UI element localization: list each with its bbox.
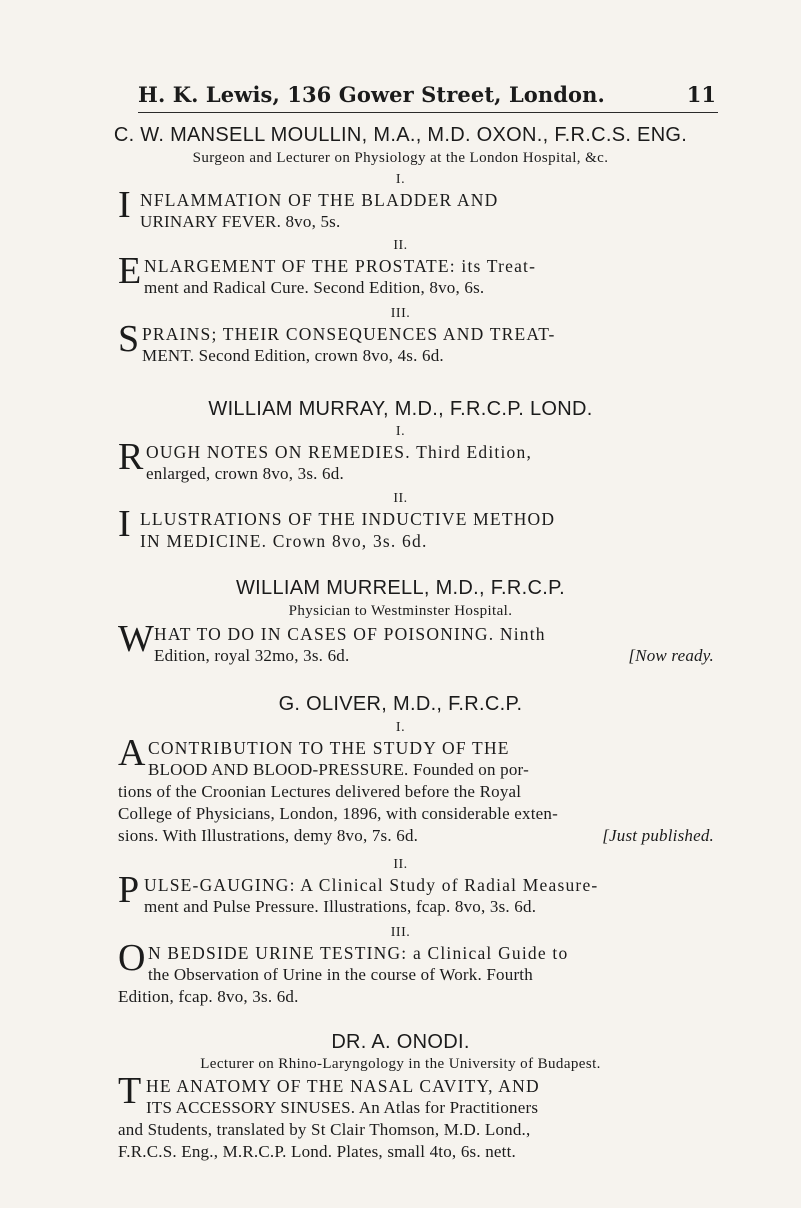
work-numeral: I. [395,720,406,735]
book-entry [118,620,714,668]
work-numeral: II. [393,857,408,872]
entry-line: tions of the Croonian Lectures delivered before the Royal [118,782,522,801]
drop-cap: W [118,618,154,660]
entry-line: F.R.C.S. Eng., M.R.C.P. Lond. Plates, small 4to, 6s. nett. [118,1142,516,1161]
drop-cap: R [118,436,144,478]
drop-cap: E [118,250,142,292]
drop-cap: P [118,869,140,911]
work-numeral: II. [393,238,408,253]
entry-line: MENT. Second Edition, crown 8vo, 4s. 6d. [142,346,444,365]
book-entry [118,939,714,1011]
entry-line: URINARY FEVER. 8vo, 5s. [140,212,341,231]
entry-line: Edition, royal 32mo, 3s. 6d. [154,646,350,665]
entry-line: ITS ACCESSORY SINUSES. An Atlas for Practitioners [146,1098,539,1117]
author-subtitle: Surgeon and Lecturer on Physiology at the London Hospital, &c. [192,150,609,166]
work-numeral: III. [390,306,411,321]
entry-line: and Students, translated by St Clair Thomson, M.D. Lond., [118,1120,531,1139]
entry-line: sions. With Illustrations, demy 8vo, 7s. 6d. [118,826,419,845]
book-entry [118,252,714,300]
entry-line: the Observation of Urine in the course of Work. Fourth [148,965,533,984]
entry-line [140,190,714,211]
book-entry [118,1072,714,1168]
work-numeral: III. [390,925,411,940]
entry-line: LLUSTRATIONS OF THE INDUCTIVE METHOD [140,509,556,529]
author-heading: DR. A. ONODI. [331,1031,470,1053]
book-entry [118,871,714,919]
book-entry [118,438,714,486]
author-heading: WILLIAM MURRELL, M.D., F.R.C.P. [236,577,565,599]
publisher-address: H. K. Lewis, 136 Gower Street, London. [138,82,605,107]
entry-line: College of Physicians, London, 1896, with considerable exten- [118,804,558,823]
entry-line: IN MEDICINE. Crown 8vo, 3s. 6d. [140,531,428,551]
page-number: 11 [686,82,716,107]
entry-line: OUGH NOTES ON REMEDIES. Third Edition, [146,442,533,462]
entry-line: Edition, fcap. 8vo, 3s. 6d. [118,987,299,1006]
entry-line: HE ANATOMY OF THE NASAL CAVITY, AND [146,1076,540,1096]
author-heading: C. W. MANSELL MOULLIN, M.A., M.D. OXON., F.R.C.S. ENG. [113,124,688,146]
entry-line: CONTRIBUTION TO THE STUDY OF THE [148,738,510,758]
availability-note: [Now ready. [628,646,714,665]
entry-line: ment and Pulse Pressure. Illustrations, fcap. 8vo, 3s. 6d. [144,897,537,916]
drop-cap: S [118,318,140,360]
drop-cap: I [118,503,131,545]
book-entry [118,320,714,368]
drop-cap: A [118,732,146,774]
author-heading: G. OLIVER, M.D., F.R.C.P. [278,693,523,715]
entry-line: enlarged, crown 8vo, 3s. 6d. [146,464,344,483]
entry-line: HAT TO DO IN CASES OF POISONING. Ninth [154,624,546,644]
running-header [138,80,718,113]
work-numeral: I. [395,424,406,439]
entry-line: ULSE-GAUGING: A Clinical Study of Radial Measure- [144,875,599,895]
entry-line: NLARGEMENT OF THE PROSTATE: its Treat- [144,256,537,276]
author-heading: WILLIAM MURRAY, M.D., F.R.C.P. LOND. [208,398,593,420]
book-entry [118,186,714,234]
author-subtitle: Physician to Westminster Hospital. [288,603,513,619]
drop-cap: I [118,184,131,226]
drop-cap: T [118,1070,142,1112]
entry-line: N BEDSIDE URINE TESTING: a Clinical Guide to [148,943,569,963]
book-entry [118,505,714,553]
author-subtitle: Lecturer on Rhino-Laryngology in the University of Budapest. [200,1056,601,1072]
work-numeral: II. [393,491,408,506]
entry-line: PRAINS; THEIR CONSEQUENCES AND TREAT- [142,324,556,344]
entry-line: ment and Radical Cure. Second Edition, 8vo, 6s. [144,278,485,297]
drop-cap: O [118,937,146,979]
entry-text: NFLAMMATION OF THE BLADDER AND [140,190,499,210]
availability-note: [Just published. [602,826,714,845]
entry-line: BLOOD AND BLOOD-PRESSURE. Founded on por- [148,760,529,779]
work-numeral: I. [395,172,406,187]
book-entry [118,734,714,854]
